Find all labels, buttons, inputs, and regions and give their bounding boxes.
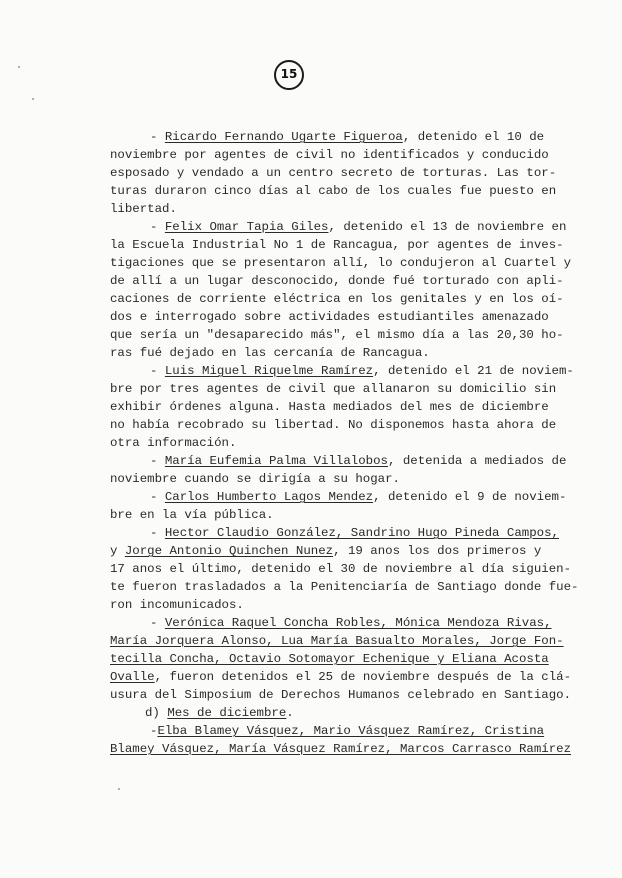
text-line: bre por tres agentes de civil que allanaron su domicilio sin: [110, 382, 557, 396]
detainee-name: tecilla Concha, Octavio Sotomayor Echenique y Eliana Acosta: [110, 652, 549, 666]
text-line: 17 anos el último, detenido el 30 de noviembre al día siguien-: [110, 562, 572, 576]
detainee-name: Felix Omar Tapia Giles: [164, 220, 329, 234]
detainee-name: Jorge Antonio Quinchen Nunez: [124, 544, 334, 558]
scan-speck: [18, 66, 20, 68]
text-line: no había recobrado su libertad. No disponemos hasta ahora de: [110, 418, 557, 432]
detainee-name: Elba Blamey Vásquez, Mario Vásquez Ramírez, Cristina: [157, 724, 545, 738]
text-line: que sería un "desaparecido más", el mismo día a las 20,30 ho-: [110, 328, 564, 342]
text-line: esposado y vendado a un centro secreto de torturas. Las tor-: [110, 166, 557, 180]
text-line: dos e interrogado sobre actividades estudiantiles amenazado: [110, 310, 549, 324]
text-line: la Escuela Industrial No 1 de Rancagua, por agentes de inves-: [110, 238, 564, 252]
text-line: - Ricardo Fernando Ugarte Figueroa, detenido el 10 de: [150, 130, 545, 144]
text-line: ras fué dejado en las cercanía de Rancagua.: [110, 346, 430, 360]
text-line: [110, 650, 549, 668]
text-line: - Hector Claudio González, Sandrino Hugo Pineda Campos,: [150, 526, 559, 540]
detainee-name: Ricardo Fernando Ugarte Figueroa: [164, 130, 403, 144]
text-line: usura del Simposium de Derechos Humanos celebrado en Santiago.: [110, 688, 572, 702]
detainee-name: María Eufemia Palma Villalobos: [164, 454, 388, 468]
detainee-name: Carlos Humberto Lagos Mendez: [164, 490, 374, 504]
text-line: - María Eufemia Palma Villalobos, detenida a mediados de: [150, 454, 567, 468]
text-line: ron incomunicados.: [110, 598, 244, 612]
text-line: - Carlos Humberto Lagos Mendez, detenido el 9 de noviem-: [150, 490, 567, 504]
text-line: turas duraron cinco días al cabo de los cuales fue puesto en: [110, 184, 557, 198]
text-line: - Verónica Raquel Concha Robles, Mónica Mendoza Rivas,: [150, 616, 552, 630]
text-line: [110, 740, 571, 758]
text-line: libertad.: [110, 202, 177, 216]
detainee-name: Hector Claudio González, Sandrino Hugo Pineda Campos,: [164, 526, 559, 540]
text-line: - Luis Miguel Riquelme Ramírez, detenido el 21 de noviem-: [150, 364, 574, 378]
text-line: noviembre cuando se dirigía a su hogar.: [110, 472, 400, 486]
page-number-circle: 15: [274, 60, 304, 90]
detainee-name: Luis Miguel Riquelme Ramírez: [164, 364, 374, 378]
section-title: Mes de diciembre: [167, 706, 287, 720]
text-line: tigaciones que se presentaron allí, lo condujeron al Cuartel y: [110, 256, 572, 270]
text-line: caciones de corriente eléctrica en los genitales y en los oí-: [110, 292, 564, 306]
scan-speck: [118, 788, 120, 790]
text-line: y Jorge Antonio Quinchen Nunez, 19 anos los dos primeros y: [110, 544, 542, 558]
text-line: otra información.: [110, 436, 237, 450]
text-line: - Felix Omar Tapia Giles, detenido el 13 de noviembre en: [150, 220, 567, 234]
scan-speck: [32, 98, 34, 100]
detainee-name: Ovalle: [110, 670, 155, 684]
detainee-name: Verónica Raquel Concha Robles, Mónica Mendoza Rivas,: [164, 616, 552, 630]
text-line: noviembre por agentes de civil no identificados y conducido: [110, 148, 549, 162]
text-line: Ovalle, fueron detenidos el 25 de noviembre después de la clá-: [110, 670, 572, 684]
detainee-name: María Jorquera Alonso, Lua María Basualto Morales, Jorge Fon-: [110, 634, 564, 648]
text-line: bre en la vía pública.: [110, 508, 274, 522]
text-line: [110, 632, 564, 650]
section-heading: d) Mes de diciembre.: [145, 706, 294, 720]
text-line: -Elba Blamey Vásquez, Mario Vásquez Ramírez, Cristina: [150, 724, 545, 738]
text-line: te fueron trasladados a la Penitenciaría de Santiago donde fue-: [110, 580, 579, 594]
text-line: de allí a un lugar desconocido, donde fué torturado con apli-: [110, 274, 564, 288]
detainee-name: Blamey Vásquez, María Vásquez Ramírez, Marcos Carrasco Ramírez: [110, 742, 572, 756]
text-line: exhibir órdenes alguna. Hasta mediados del mes de diciembre: [110, 400, 549, 414]
